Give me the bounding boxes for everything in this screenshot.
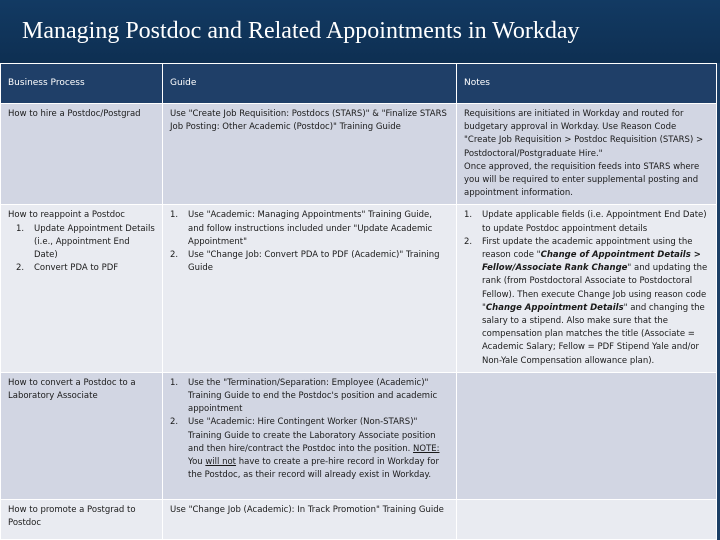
list-item <box>16 223 155 263</box>
notes-cell <box>457 372 717 499</box>
list-text: Convert PDA to PDF <box>34 263 119 274</box>
list-number: 2. <box>464 236 473 247</box>
process-cell <box>1 205 163 372</box>
title-bar <box>0 0 720 63</box>
text-run: have to create a pre-hire record in Workday for the Postdoc, as their record will already exist in Workday. <box>188 457 439 481</box>
header-business-process: Business Process <box>1 64 163 104</box>
guide-cell: Use "Create Job Requisition: Postdocs (STARS)" & "Finalize STARS Job Posting: Other Academic (Postdoc)" Training Guide <box>163 104 457 205</box>
notes-cell <box>457 104 717 205</box>
list-item <box>464 236 709 368</box>
list-number: 1. <box>16 223 25 234</box>
notes-steps <box>464 209 709 367</box>
notes-paragraph: Requisitions are initiated in Workday and routed for budgetary approval in Workday. Use Reason Code "Create Job Requisition > Postdoc Requisition (STARS) > Postdoctoral/Postgraduate Hire." <box>464 109 704 159</box>
list-text: Update Appointment Details (i.e., Appointment End Date) <box>34 223 155 261</box>
guide-steps <box>170 377 449 483</box>
list-text: Use "Change Job: Convert PDA to PDF (Academic)" Training Guide <box>188 250 440 274</box>
list-text <box>188 417 440 480</box>
list-item <box>170 249 449 275</box>
list-item <box>16 262 155 275</box>
guide-cell <box>163 205 457 372</box>
header-guide: Guide <box>163 64 457 104</box>
header-row <box>1 64 717 104</box>
process-title: How to reappoint a Postdoc <box>8 210 125 221</box>
table-row <box>1 104 717 205</box>
guide-cell: Use "Change Job (Academic): In Track Promotion" Training Guide <box>163 499 457 539</box>
list-text: Update applicable fields (i.e. Appointment End Date) to update Postdoc appointment details <box>482 210 707 234</box>
reason-code-emphasis: Change Appointment Details <box>485 302 624 313</box>
list-item <box>170 209 449 249</box>
table-row <box>1 499 717 539</box>
process-cell: How to hire a Postdoc/Postgrad <box>1 104 163 205</box>
list-text: Use the "Termination/Separation: Employee (Academic)" Training Guide to end the Postdoc's position and academic appointment <box>188 377 438 415</box>
note-label: NOTE: <box>413 443 440 454</box>
notes-cell <box>457 205 717 372</box>
list-number: 1. <box>170 377 179 388</box>
list-item <box>170 416 449 482</box>
list-text: Use "Academic: Managing Appointments" Training Guide, and follow instructions included under "Update Academic Appointment" <box>188 210 433 247</box>
page-title: Managing Postdoc and Related Appointments in Workday <box>22 18 580 44</box>
notes-paragraph: Once approved, the requisition feeds into STARS where you will be required to enter supplemental posting and appointment information. <box>464 161 700 199</box>
process-cell: How to promote a Postgrad to Postdoc <box>1 499 163 539</box>
list-item <box>464 209 709 235</box>
list-number: 2. <box>170 250 179 261</box>
list-number: 2. <box>170 417 179 428</box>
guide-steps <box>170 209 449 275</box>
text-run: Use "Academic: Hire Contingent Worker (Non-STARS)" Training Guide to create the Laboratory Associate position and then hire/contract the Postdoc into the position. <box>188 417 436 454</box>
appointments-table <box>0 63 717 540</box>
text-run: First update the academic appointment using the reason code " <box>482 236 693 261</box>
guide-cell <box>163 372 457 499</box>
list-text <box>482 237 707 366</box>
list-number: 1. <box>170 210 179 221</box>
list-number: 1. <box>464 210 473 221</box>
table-row <box>1 372 717 499</box>
header-notes: Notes <box>457 64 717 104</box>
process-steps <box>8 223 155 276</box>
notes-cell <box>457 499 717 539</box>
list-item <box>170 377 449 417</box>
process-cell: How to convert a Postdoc to a Laboratory Associate <box>1 372 163 499</box>
emphasis-will-not: will not <box>205 457 237 468</box>
text-run: " and changing the salary to a stipend. Also make sure that the compensation plan matches the title (Associate = Academic Salary; Fellow = PDF Stipend Yale and/or Non-Yale Compensation allowance plan). <box>482 302 705 366</box>
table-row <box>1 205 717 372</box>
reason-code-emphasis: Change of Appointment Details > Fellow/Associate Rank Change <box>482 250 701 274</box>
list-number: 2. <box>16 263 25 274</box>
text-run: " and updating the rank (from Postdoctoral Associate to Postdoctoral Fellow). Then execute Change Job using reason code " <box>482 263 708 313</box>
text-run: You <box>188 457 206 468</box>
